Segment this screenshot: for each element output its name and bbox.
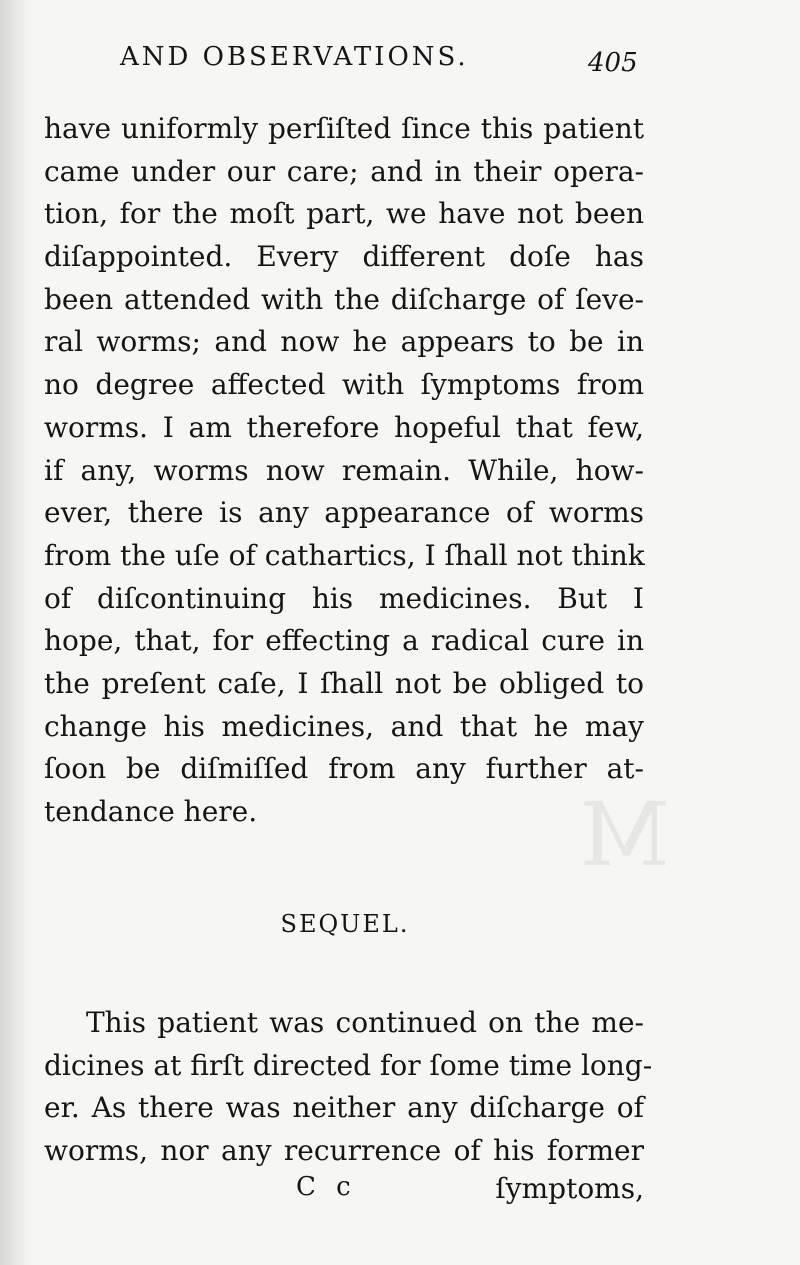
text-line: the preſent caſe, I ſhall not be obliged to [44, 666, 644, 700]
signature-mark: C c [296, 1172, 357, 1202]
text-line: been attended with the diſcharge of ſeve- [44, 282, 644, 316]
text-line: tion, for the moſt part, we have not been [44, 197, 644, 231]
text-line: er. As there was neither any diſcharge of [44, 1091, 644, 1125]
text-line: no degree affected with ſymptoms from [44, 368, 644, 402]
paragraph-2 [44, 1002, 653, 1173]
text-line: dicines at firſt directed for ſome time long- [44, 1048, 653, 1082]
text-line: ſoon be diſmiſſed from any further at- [44, 752, 644, 786]
text-line: have uniformly perſiſted ſince this patient [44, 112, 644, 145]
text-line: if any, worms now remain. While, how- [44, 453, 644, 487]
text-line: of diſcontinuing his medicines. But I [44, 581, 644, 615]
show-through-decoration: M [579, 783, 670, 886]
running-head: AND OBSERVATIONS. [120, 42, 469, 72]
text-line: change his medicines, and that he may [44, 709, 644, 743]
text-line: came under our care; and in their opera- [44, 154, 644, 188]
text-line: This patient was continued on the me- [86, 1006, 644, 1039]
page-number: 405 [588, 48, 638, 78]
text-line: worms. I am therefore hopeful that few, [44, 410, 644, 444]
text-line: ral worms; and now he appears to be in [44, 325, 644, 359]
section-heading: SEQUEL. [280, 910, 410, 938]
catchword: ſymptoms, [495, 1172, 644, 1205]
paragraph-1 [44, 108, 644, 834]
text-line: tendance here. [44, 795, 258, 828]
page-footer [44, 1168, 644, 1212]
text-line: diſappointed. Every different doſe has [44, 240, 644, 274]
text-line: ever, there is any appearance of worms [44, 496, 644, 530]
text-line: hope, that, for effecting a radical cure in [44, 624, 644, 658]
page-gutter-shadow [0, 0, 34, 1265]
text-line: from the uſe of cathartics, I ſhall not think [44, 538, 645, 572]
text-line: worms, nor any recurrence of his former [44, 1134, 644, 1168]
page-header [100, 34, 660, 94]
